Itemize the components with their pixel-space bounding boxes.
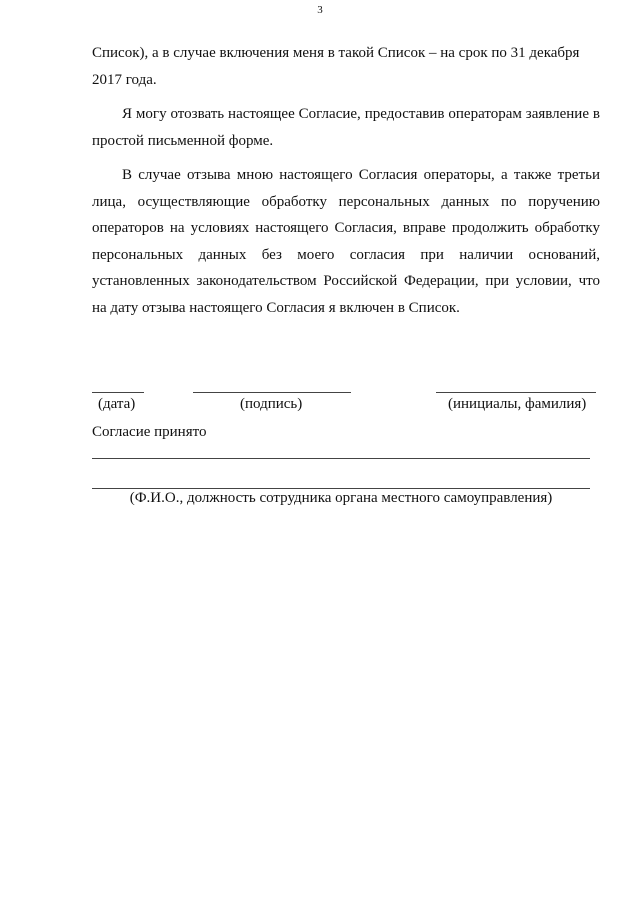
- accepted-line-1: [92, 458, 590, 459]
- page-number: 3: [317, 4, 323, 16]
- paragraph-revocation: Я могу отозвать настоящее Согласие, предоставив операторам заявление в простой письменной форме.: [92, 106, 600, 149]
- name-line: [436, 392, 596, 393]
- paragraph-processing-after-revocation: В случае отзыва мною настоящего Согласия операторы, а также третьи лица, осуществляющие обработку персональных данных по поручению операторов на условиях настоящего Согласия, вправе продолжить обработку персональных данных без моего согласия при наличии оснований, установленных законодательством Российской Федерации, при условии, что на дату отзыва настоящего Согласия я включен в Список.: [92, 167, 600, 316]
- document-body: [92, 40, 600, 329]
- name-caption: (инициалы, фамилия): [448, 396, 587, 412]
- signature-caption: (подпись): [240, 396, 303, 412]
- consent-accepted-label: Согласие принято: [92, 424, 207, 440]
- date-caption: (дата): [98, 396, 136, 412]
- accepted-line-2: [92, 488, 590, 489]
- signature-line: [193, 392, 351, 393]
- date-line: [92, 392, 144, 393]
- official-caption: (Ф.И.О., должность сотрудника органа местного самоуправления): [129, 490, 553, 506]
- paragraph-term: Список), а в случае включения меня в такой Список – на срок по 31 декабря 2017 года.: [92, 45, 580, 88]
